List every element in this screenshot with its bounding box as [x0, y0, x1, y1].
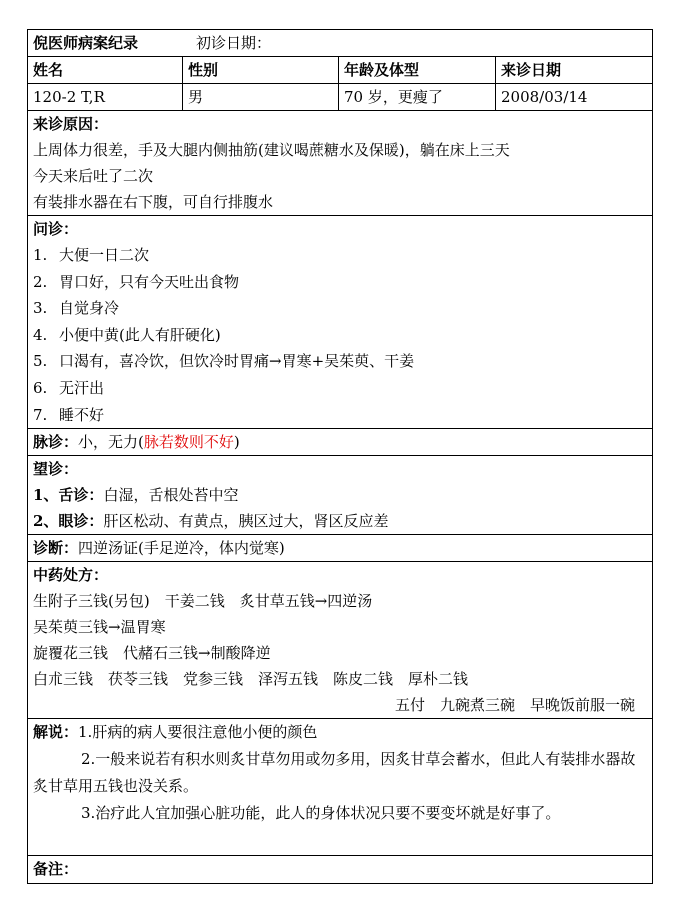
explanation-label: 解说：: [33, 723, 79, 742]
inquiry-section: [28, 216, 653, 429]
prescription-label: 中药处方：: [33, 566, 109, 585]
diagnosis-section: [28, 535, 653, 562]
case-record-sheet: [27, 29, 652, 884]
prescription-dosage: 五付 九碗煮三碗 早晚饭前服一碗: [395, 696, 636, 715]
list-item: 1. 大便一日二次: [33, 246, 150, 264]
reason-label: 来诊原因：: [33, 115, 109, 133]
prescription-section: [28, 562, 653, 719]
column-header-visit-date: 来诊日期: [496, 57, 653, 84]
column-header-gender: 性别: [183, 57, 339, 84]
prescription-line: 白朮三钱 茯苓三钱 党参三钱 泽泻五钱 陈皮二钱 厚朴二钱: [33, 670, 469, 689]
info-header-row: [28, 57, 653, 84]
prescription-line: 吴茱萸三钱→温胃寒: [33, 618, 166, 637]
eye-label: 2、眼诊：: [33, 512, 104, 531]
observation-section: [28, 456, 653, 535]
reason-line: 今天来后吐了二次: [33, 167, 154, 185]
patient-gender: 男: [183, 84, 339, 111]
tongue-label: 1、舌诊：: [33, 486, 104, 505]
list-item: 6. 无汗出: [33, 378, 105, 397]
list-item: 4. 小便中黄(此人有肝硬化): [33, 325, 221, 344]
info-value-row: [28, 84, 653, 111]
pulse-warning: 脉若数则不好: [143, 433, 234, 452]
inquiry-label: 问诊：: [33, 220, 79, 238]
visit-date: 2008/03/14: [496, 84, 653, 111]
inquiry-list: [33, 242, 647, 428]
diagnosis-label: 诊断：: [33, 539, 79, 558]
notes-label: 备注：: [33, 860, 79, 879]
list-item: 5. 口渴有，喜冷饮，但饮冷时胃痛→胃寒+吴茱萸、干姜: [33, 352, 415, 371]
case-record-table: [27, 29, 653, 884]
explanation-point-2: 2.一般来说若有积水则炙甘草勿用或勿多用，因炙甘草会蓄水，但此人有装排水器故炙甘草用五钱也没关系。: [33, 750, 636, 796]
list-item: 7. 睡不好: [33, 405, 105, 424]
explanation-point-3: 3.治疗此人宜加强心脏功能，此人的身体状况只要不要变坏就是好事了。: [81, 804, 561, 823]
reason-section: [28, 111, 653, 216]
reason-line: 上周体力很差，手及大腿内侧抽筋(建议喝蔗糖水及保暖)，躺在床上三天: [33, 141, 510, 159]
explanation-section: [28, 719, 653, 856]
pulse-section: [28, 429, 653, 456]
tongue-text: 白湿，舌根处苔中空: [103, 486, 239, 505]
patient-id: 120-2 T,R: [28, 84, 183, 111]
diagnosis-text: 四逆汤证(手足逆冷，体内觉寒): [78, 539, 285, 558]
title-row: [28, 30, 653, 57]
eye-text: 肝区松动、有黄点，胰区过大，肾区反应差: [103, 512, 389, 531]
list-item: 3. 自觉身冷: [33, 299, 120, 318]
column-header-age-build: 年龄及体型: [339, 57, 496, 84]
pulse-text-end: ): [233, 433, 240, 452]
page-title: 倪医师病案纪录: [33, 34, 139, 52]
column-header-name: 姓名: [28, 57, 183, 84]
prescription-line: 生附子三钱(另包) 干姜二钱 炙甘草五钱→四逆汤: [33, 592, 373, 611]
observation-label: 望诊：: [33, 460, 79, 479]
notes-section: [28, 856, 653, 884]
prescription-line: 旋覆花三钱 代赭石三钱→制酸降逆: [33, 644, 271, 663]
pulse-text: 小，无力(: [78, 433, 144, 452]
list-item: 2. 胃口好，只有今天吐出食物: [33, 272, 240, 291]
patient-age-build: 70 岁，更瘦了: [339, 84, 496, 111]
explanation-point-1: 1.肝病的病人要很注意他小便的颜色: [78, 723, 318, 742]
first-visit-date-label: 初诊日期：: [196, 34, 272, 52]
reason-line: 有装排水器在右下腹，可自行排腹水: [33, 193, 274, 211]
pulse-label: 脉诊：: [33, 433, 79, 452]
